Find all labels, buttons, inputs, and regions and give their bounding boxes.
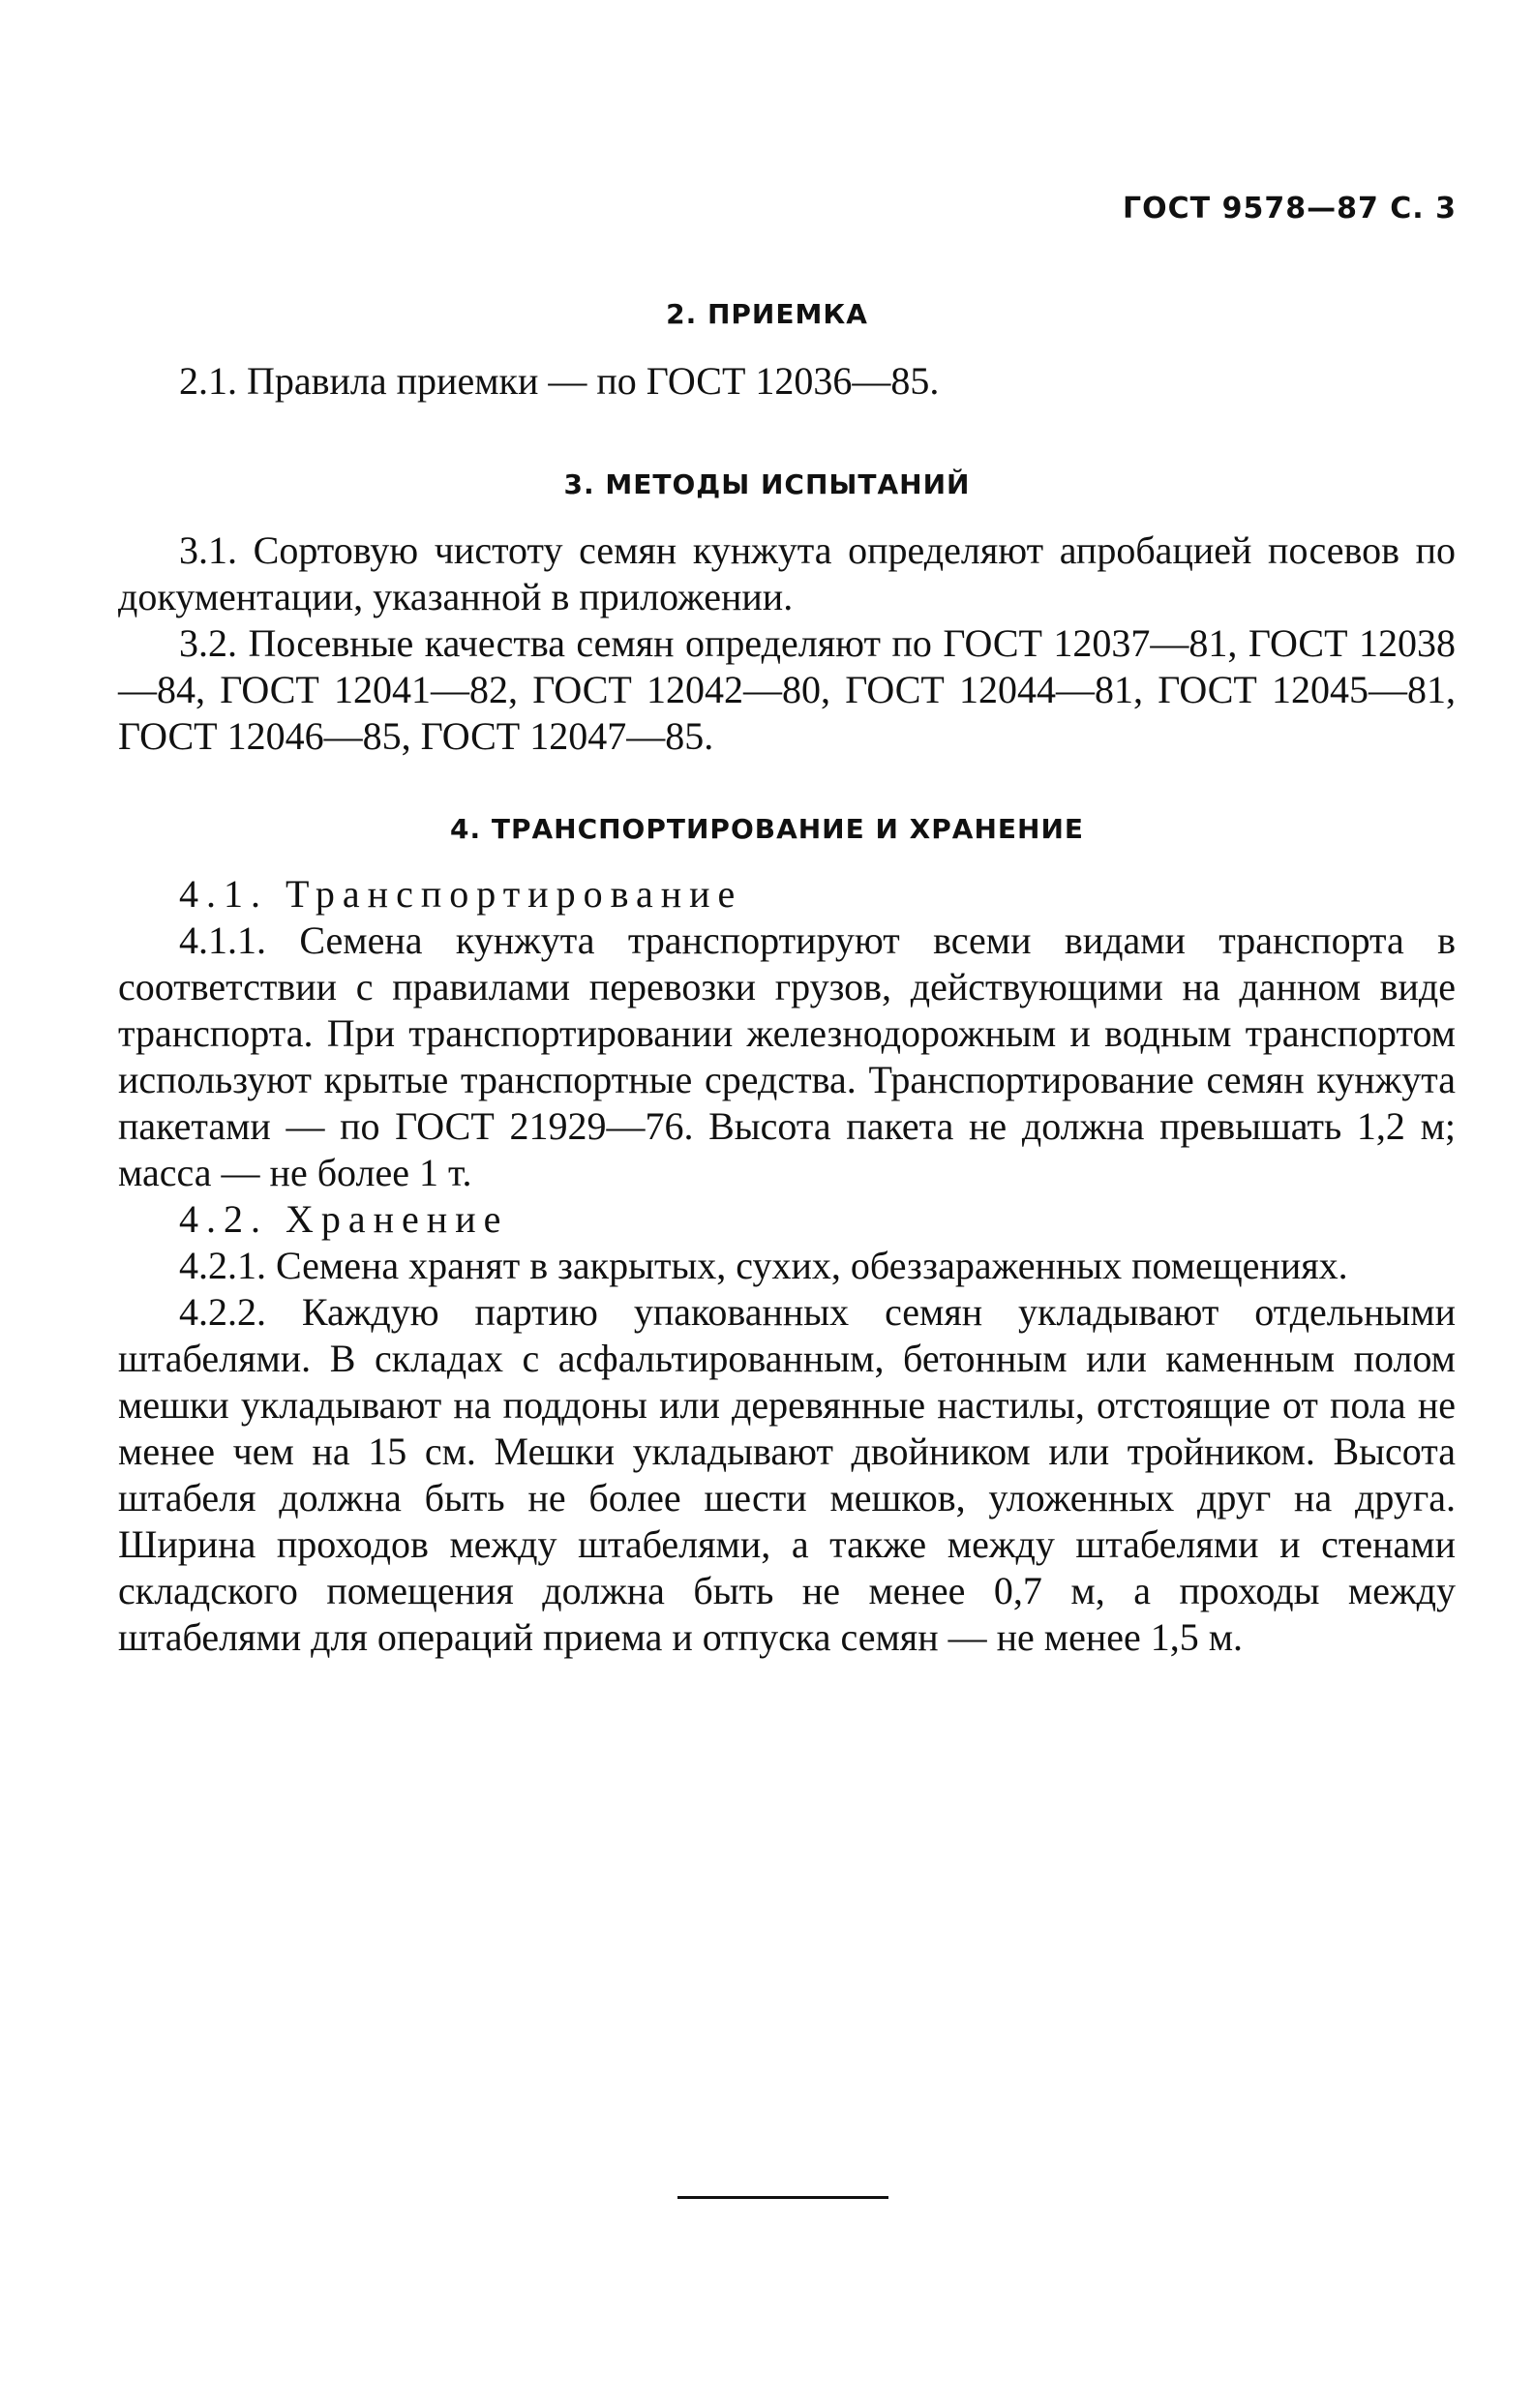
section-heading-acceptance: 2. ПРИЕМКА bbox=[666, 298, 868, 330]
paragraph-4-1: 4.1. Транспортирование bbox=[179, 872, 743, 916]
section-heading-methods: 3. МЕТОДЫ ИСПЫТАНИЙ bbox=[563, 468, 971, 500]
paragraph-4-2-2: 4.2.2. Каждую партию упакованных семян укладывают отдельными штабелями. В складах с асфальтированным, бетонным или каменным полом мешки укладывают на поддоны или деревянные настилы, отстоящие от пола не менее чем на 15 см. Мешки укладывают двойником или тройником. Высота штабеля должна быть не более шести мешков, уложенных друг на друга. Ширина проходов между штабелями, а также между штабелями и стенами складского помещения должна быть не менее 0,7 м, а проходы между штабелями для операций приема и отпуска семян — не менее 1,5 м. bbox=[118, 1290, 1456, 1659]
section-heading-transport: 4. ТРАНСПОРТИРОВАНИЕ И ХРАНЕНИЕ bbox=[449, 813, 1085, 845]
paragraph-4-2-1: 4.2.1. Семена хранят в закрытых, сухих, обеззараженных помещениях. bbox=[179, 1244, 1348, 1287]
paragraph-2-1: 2.1. Правила приемки — по ГОСТ 12036—85. bbox=[179, 359, 940, 403]
page-header: ГОСТ 9578—87 С. 3 bbox=[1123, 192, 1457, 226]
section-body-acceptance bbox=[118, 358, 1456, 405]
paragraph-3-1: 3.1. Сортовую чистоту семян кунжута определяют апробацией посевов по документации, указанной в приложении. bbox=[118, 528, 1456, 618]
end-rule-divider bbox=[677, 2196, 888, 2199]
section-body-methods bbox=[118, 527, 1456, 760]
paragraph-4-2: 4.2. Хранение bbox=[179, 1197, 509, 1241]
section-body-transport bbox=[118, 871, 1456, 1661]
paragraph-4-1-1: 4.1.1. Семена кунжута транспортируют всеми видами транспорта в соответствии с правилами перевозки грузов, действующими на данном виде транспорта. При транспортировании железнодорожным и водным транспортом используют крытые транспортные средства. Транспортирование семян кунжута пакетами — по ГОСТ 21929—76. Высота пакета не должна превышать 1,2 м; масса — не более 1 т. bbox=[118, 918, 1456, 1194]
paragraph-3-2: 3.2. Посевные качества семян определяют по ГОСТ 12037—81, ГОСТ 12038—84, ГОСТ 12041—82, ГОСТ 12042—80, ГОСТ 12044—81, ГОСТ 12045—81, ГОСТ 12046—85, ГОСТ 12047—85. bbox=[118, 621, 1456, 758]
